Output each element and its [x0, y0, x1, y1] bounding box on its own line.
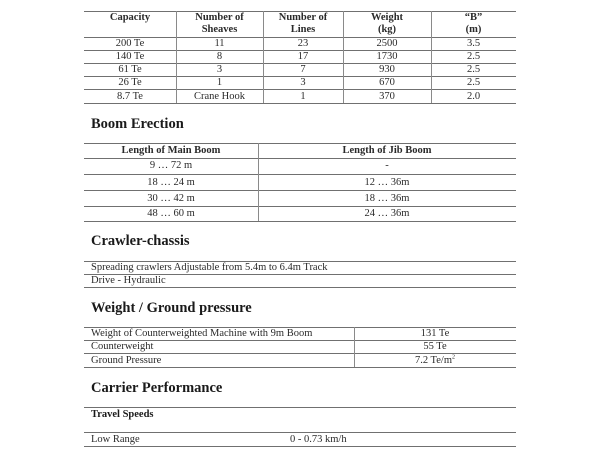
row-value: 0 - 0.73 km/h: [290, 434, 347, 445]
cell-capacity: 140 Te: [115, 51, 145, 62]
row-label: Ground Pressure: [91, 355, 162, 366]
cell-weight: 1730: [376, 51, 398, 62]
cell-weight: 370: [379, 91, 395, 102]
cell-b: 2.0: [466, 91, 481, 102]
header-b: [431, 12, 516, 36]
cell-b: 2.5: [466, 51, 481, 62]
header-text: (m): [465, 24, 482, 35]
header-text: “B”: [464, 12, 483, 23]
header-text: Capacity: [109, 12, 151, 23]
cell-sheaves: 8: [216, 51, 223, 62]
row-label: Weight of Counterweighted Machine with 9m Boom: [91, 328, 313, 339]
cell-jib-boom: -: [385, 160, 389, 171]
section-heading-carrier-performance: Carrier Performance: [91, 380, 223, 396]
row-value: 55 Te: [423, 341, 447, 352]
header-jib-boom: Length of Jib Boom: [342, 145, 432, 156]
cell-weight: 670: [379, 77, 395, 88]
cell-capacity: 61 Te: [118, 64, 142, 75]
cell-main-boom: 48 … 60 m: [147, 208, 195, 219]
cell-main-boom: 18 … 24 m: [147, 177, 195, 188]
superscript: 2: [452, 354, 455, 361]
cell-capacity: 200 Te: [115, 38, 145, 49]
cell-lines: 17: [297, 51, 309, 62]
cell-lines: 1: [300, 91, 306, 102]
cell-weight: 930: [379, 64, 395, 75]
row-label: Counterweight: [91, 341, 154, 352]
cell-sheaves: 1: [216, 77, 223, 88]
header-text: Number of: [278, 12, 328, 23]
cell-main-boom: 9 … 72 m: [149, 160, 193, 171]
header-text: Sheaves: [201, 24, 238, 35]
cell-jib-boom: 18 … 36m: [364, 193, 410, 204]
header-sheaves: [176, 12, 263, 36]
cell-weight: 2500: [376, 38, 398, 49]
section-heading-crawler-chassis: Crawler-chassis: [91, 233, 190, 249]
row-label: Low Range: [91, 434, 140, 445]
section-heading-weight-ground-pressure: Weight / Ground pressure: [91, 300, 252, 316]
header-text: Weight: [370, 12, 404, 23]
cell-sheaves: 11: [214, 38, 225, 49]
cell-sheaves: Crane Hook: [193, 91, 246, 102]
header-text: (kg): [377, 24, 397, 35]
cell-sheaves: 3: [216, 64, 223, 75]
crawler-spreading-row: Spreading crawlers Adjustable from 5.4m to 6.4m Track: [91, 262, 328, 273]
cell-capacity: 8.7 Te: [117, 91, 143, 102]
header-weight: [343, 12, 431, 36]
cell-jib-boom: 24 … 36m: [364, 208, 410, 219]
ground-pressure-value: 7.2 Te/m: [415, 355, 452, 366]
header-lines: [263, 12, 343, 36]
cell-capacity: 26 Te: [118, 77, 142, 88]
crawler-drive-row: Drive - Hydraulic: [91, 275, 166, 286]
row-value: 131 Te: [420, 328, 450, 339]
row-value: [354, 354, 516, 367]
header-capacity: [84, 12, 176, 24]
header-text: Number of: [195, 12, 244, 23]
cell-main-boom: 30 … 42 m: [147, 193, 195, 204]
cell-lines: 7: [300, 64, 306, 75]
cell-lines: 23: [297, 38, 309, 49]
cell-b: 2.5: [466, 64, 481, 75]
travel-speeds-heading: Travel Speeds: [91, 409, 154, 420]
cell-b: 3.5: [466, 38, 481, 49]
cell-b: 2.5: [466, 77, 481, 88]
cell-jib-boom: 12 … 36m: [364, 177, 410, 188]
cell-lines: 3: [300, 77, 306, 88]
header-text: Lines: [290, 24, 316, 35]
section-heading-boom-erection: Boom Erection: [91, 116, 184, 132]
header-main-boom: Length of Main Boom: [121, 145, 221, 156]
